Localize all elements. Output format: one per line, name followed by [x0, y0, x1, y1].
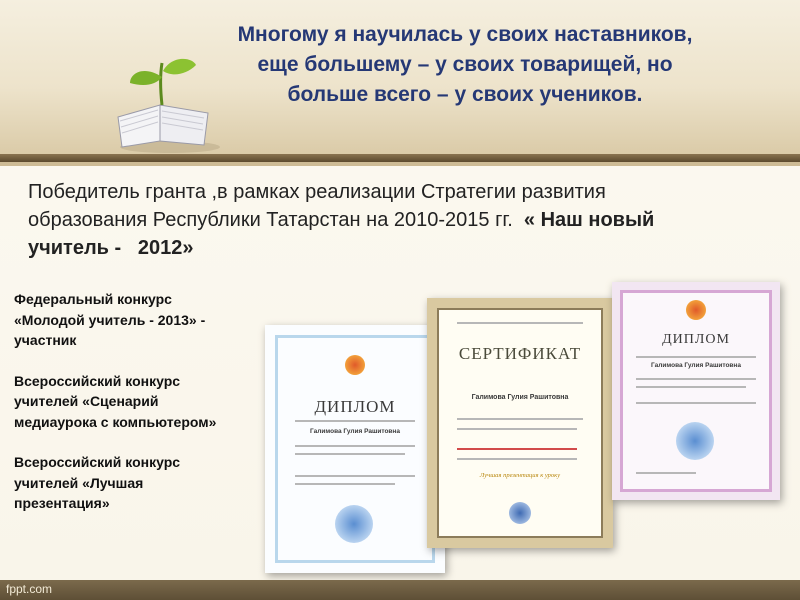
- emblem-icon: [345, 355, 365, 375]
- text-line: [636, 472, 696, 474]
- contest-item-1: [14, 289, 276, 351]
- text-line: [457, 322, 583, 324]
- text-line: [457, 458, 577, 460]
- text-line: [295, 475, 415, 477]
- certificate-caption: Лучшая презентация к уроку: [479, 472, 561, 479]
- contest-1-line-2: «Молодой учитель - 2013» -: [14, 311, 206, 328]
- grant-line-3-bold: учитель - 2012»: [28, 237, 194, 259]
- contest-2-line-1: Всероссийский конкурс: [14, 372, 181, 389]
- diploma-2-recipient: Галимова Гулия Рашитовна: [651, 362, 741, 369]
- diploma-2-frame: [620, 290, 772, 492]
- diploma-1-recipient: Галимова Гулия Рашитовна: [310, 428, 400, 435]
- text-line: [295, 453, 405, 455]
- grant-line-2: [28, 206, 798, 234]
- grant-line-2-plain: образования Республики Татарстан на 2010-2015 гг.: [28, 209, 524, 231]
- quote: [150, 20, 780, 110]
- contest-2-line-3: медиаурока с компьютером»: [14, 413, 217, 430]
- text-line: [457, 448, 577, 450]
- footer-bar: [0, 580, 800, 600]
- seal-icon: [335, 505, 373, 543]
- certificate-image: [427, 298, 613, 548]
- contest-item-3: [14, 452, 276, 514]
- grant-text: [28, 178, 798, 262]
- text-line: [295, 445, 415, 447]
- header-divider: [0, 154, 800, 162]
- footer-logo: fppt.com: [6, 582, 53, 596]
- diploma-image-2: [612, 282, 780, 500]
- quote-line-2: еще большему – у своих товарищей, но: [257, 53, 673, 76]
- text-line: [636, 402, 756, 404]
- contest-3-line-3: презентация»: [14, 495, 110, 511]
- quote-line-3: больше всего – у своих учеников.: [287, 83, 643, 106]
- grant-line-3: [28, 234, 798, 262]
- contest-1-line-3: участник: [14, 332, 77, 348]
- certificate-title: СЕРТИФИКАТ: [458, 344, 582, 363]
- text-line: [636, 356, 756, 358]
- contest-3-line-2: учителей «Лучшая: [14, 474, 144, 491]
- contests-list: [14, 289, 276, 534]
- seal-icon: [509, 502, 531, 524]
- diploma-1-title: ДИПЛОМ: [314, 397, 396, 416]
- contest-item-2: [14, 371, 276, 433]
- diploma-image-1: [265, 325, 445, 573]
- text-line: [457, 418, 583, 420]
- text-line: [636, 378, 756, 380]
- certificate-recipient: Галимова Гулия Рашитовна: [471, 394, 569, 401]
- seal-icon: [676, 422, 714, 460]
- contest-3-line-1: Всероссийский конкурс: [14, 454, 181, 470]
- grant-line-2-bold: « Наш новый: [523, 209, 655, 231]
- contest-2-line-2: учителей «Сценарий: [14, 393, 159, 409]
- grant-line-1: Победитель гранта ,в рамках реализации Стратегии развития: [28, 181, 606, 203]
- quote-line-1: Многому я научилась у своих наставников,: [237, 23, 693, 46]
- contest-1-line-1: Федеральный конкурс: [14, 291, 172, 307]
- text-line: [295, 420, 415, 422]
- emblem-icon: [686, 300, 706, 320]
- text-line: [295, 483, 395, 485]
- text-line: [457, 428, 577, 430]
- text-line: [636, 386, 746, 388]
- diploma-2-title: ДИПЛОМ: [662, 332, 730, 347]
